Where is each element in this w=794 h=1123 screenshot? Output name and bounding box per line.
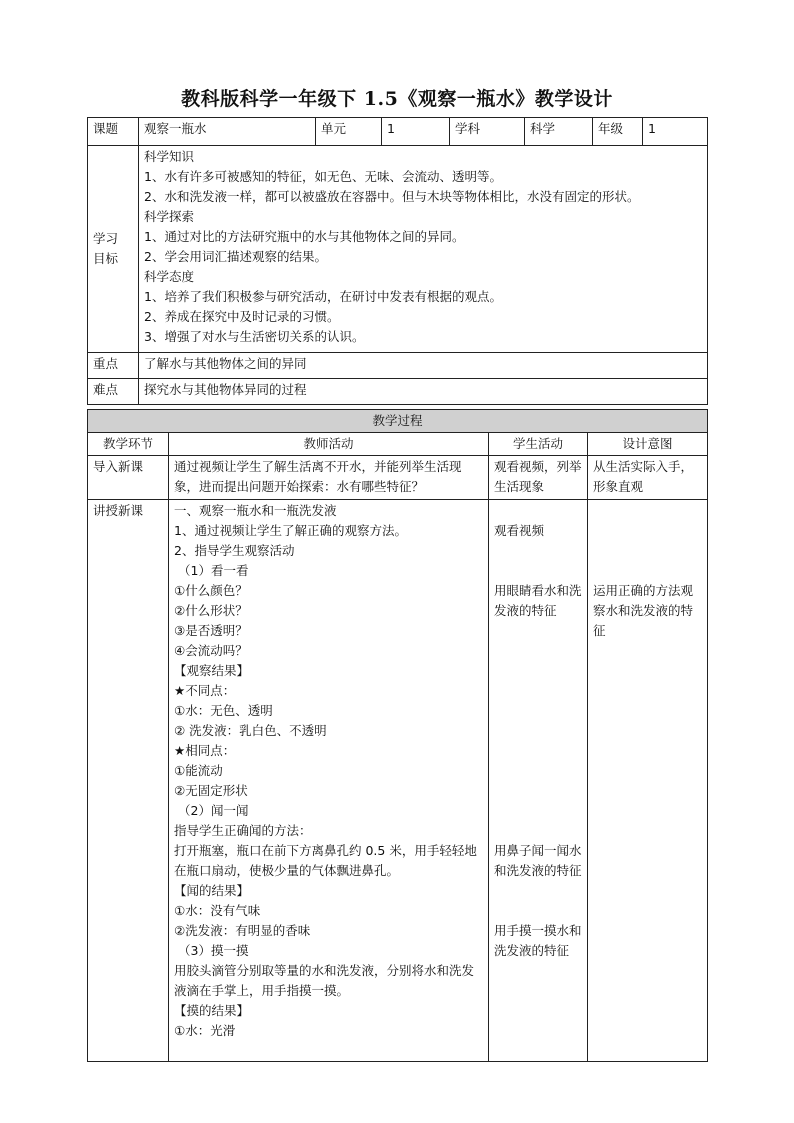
- objective-line: 科学态度: [144, 269, 195, 284]
- intro-intent: 从生活实际入手，形象直观: [588, 456, 708, 500]
- teacher-line: ★相同点：: [174, 743, 236, 758]
- teacher-line: 【观察结果】: [174, 663, 250, 678]
- teacher-line: ④会流动吗？: [174, 643, 248, 658]
- teacher-line: ①能流动: [174, 763, 223, 778]
- topic-value: 观察一瓶水: [139, 118, 316, 146]
- objective-line: 1、培养了我们积极参与研究活动，在研讨中发表有根据的观点。: [144, 289, 502, 304]
- student-note: 用眼睛看水和洗发液的特征: [494, 583, 582, 618]
- column-teacher: 教师活动: [169, 433, 489, 456]
- objective-line: 科学知识: [144, 149, 195, 164]
- teaching-row: [88, 500, 708, 1062]
- grade-value: 1: [643, 118, 708, 146]
- teacher-line: ② 洗发液：乳白色、不透明: [174, 723, 327, 738]
- teacher-line: 2、指导学生观察活动: [174, 543, 295, 558]
- difficulty-row: [88, 379, 708, 405]
- teacher-line: 【摸的结果】: [174, 1003, 250, 1018]
- objectives-content: [139, 146, 708, 353]
- teacher-line: 【闻的结果】: [174, 883, 250, 898]
- intro-student: 观看视频，列举生活现象: [489, 456, 588, 500]
- teacher-line: ①水：没有气味: [174, 903, 261, 918]
- process-columns-row: [88, 433, 708, 456]
- student-note: 用手摸一摸水和洗发液的特征: [494, 923, 582, 958]
- info-row: [88, 118, 708, 146]
- teacher-line: 打开瓶塞，瓶口在前下方离鼻孔约 0.5 米，用手轻轻地在瓶口扇动，使极少量的气体飘进鼻孔。: [174, 843, 477, 878]
- teacher-line: ★不同点：: [174, 683, 236, 698]
- lesson-info-table: [87, 117, 708, 405]
- column-student: 学生活动: [489, 433, 588, 456]
- objective-line: 1、通过对比的方法研究瓶中的水与其他物体之间的异同。: [144, 229, 465, 244]
- objective-line: 科学探索: [144, 209, 195, 224]
- intro-stage: 导入新课: [88, 456, 169, 500]
- teacher-line: ②无固定形状: [174, 783, 248, 798]
- topic-label: 课题: [88, 118, 139, 146]
- teaching-intent: [588, 500, 708, 1062]
- objective-line: 1、水有许多可被感知的特征，如无色、无味、会流动、透明等。: [144, 169, 502, 184]
- teaching-stage: 讲授新课: [88, 500, 169, 1062]
- key-point-row: [88, 353, 708, 379]
- objectives-row: [88, 146, 708, 353]
- teacher-line: 1、通过视频让学生了解正确的观察方法。: [174, 523, 407, 538]
- teaching-student: [489, 500, 588, 1062]
- key-point-label: 重点: [88, 353, 139, 379]
- intro-row: [88, 456, 708, 500]
- difficulty-text: 探究水与其他物体异同的过程: [139, 379, 708, 405]
- teacher-line: ①什么颜色？: [174, 583, 248, 598]
- unit-label: 单元: [316, 118, 382, 146]
- teacher-line: ③是否透明？: [174, 623, 248, 638]
- teacher-line: （2）闻一闻: [178, 803, 249, 818]
- objective-line: 2、水和洗发液一样，都可以被盛放在容器中。但与木块等物体相比，水没有固定的形状。: [144, 189, 640, 204]
- objective-line: 2、养成在探究中及时记录的习惯。: [144, 309, 340, 324]
- process-header-row: [88, 410, 708, 433]
- column-intent: 设计意图: [588, 433, 708, 456]
- unit-value: 1: [382, 118, 450, 146]
- teacher-line: ①水：光滑: [174, 1023, 236, 1038]
- process-header: 教学过程: [88, 410, 708, 433]
- teacher-line: 指导学生正确闻的方法：: [174, 823, 312, 838]
- teacher-line: 一、观察一瓶水和一瓶洗发液: [174, 503, 337, 518]
- teacher-line: ①水：无色、透明: [174, 703, 273, 718]
- objective-line: 3、增强了对水与生活密切关系的认识。: [144, 329, 365, 344]
- teaching-process-table: [87, 409, 708, 1062]
- subject-label: 学科: [450, 118, 525, 146]
- teacher-line: ②什么形状？: [174, 603, 248, 618]
- intent-note: 运用正确的方法观察水和洗发液的特征: [593, 583, 694, 638]
- teacher-line: （3）摸一摸: [178, 943, 249, 958]
- teacher-line: （1）看一看: [178, 563, 249, 578]
- column-stage: 教学环节: [88, 433, 169, 456]
- objective-line: 2、学会用词汇描述观察的结果。: [144, 249, 327, 264]
- key-point-text: 了解水与其他物体之间的异同: [139, 353, 708, 379]
- document-title: 教科版科学一年级下 1.5《观察一瓶水》教学设计: [181, 88, 613, 110]
- difficulty-label: 难点: [88, 379, 139, 405]
- teacher-line: 用胶头滴管分别取等量的水和洗发液，分别将水和洗发液滴在手掌上，用手指摸一摸。: [174, 963, 475, 998]
- teaching-teacher: [169, 500, 489, 1062]
- intro-teacher: 通过视频让学生了解生活离不开水，并能列举生活现象，进而提出问题开始探索：水有哪些特征？: [169, 456, 489, 500]
- student-note: 观看视频: [494, 523, 545, 538]
- subject-value: 科学: [525, 118, 593, 146]
- student-note: 用鼻子闻一闻水和洗发液的特征: [494, 843, 582, 878]
- grade-label: 年级: [593, 118, 643, 146]
- objectives-label: 学习 目标: [88, 146, 139, 353]
- teacher-line: ②洗发液：有明显的香味: [174, 923, 311, 938]
